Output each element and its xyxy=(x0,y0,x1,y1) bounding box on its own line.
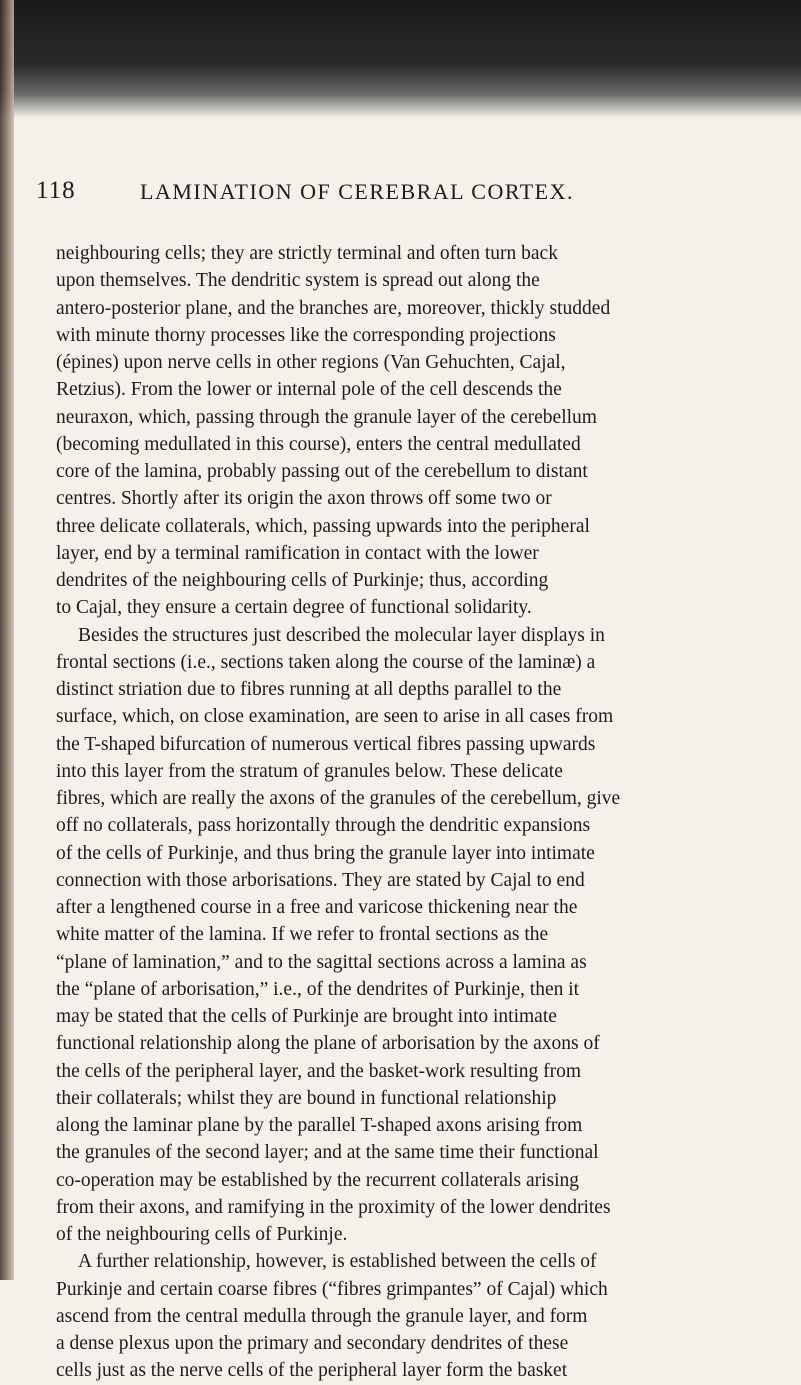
text-line: fibres, which are really the axons of the granules of the cerebellum, give xyxy=(56,788,621,809)
text-line: a dense plexus upon the primary and secondary dendrites of these xyxy=(56,1333,569,1354)
text-line: “plane of lamination,” and to the sagittal sections across a lamina as xyxy=(56,951,587,973)
text-line: Besides the structures just described the molecular layer displays in xyxy=(78,624,605,646)
text-line: cells just as the nerve cells of the peripheral layer form the basket xyxy=(56,1360,568,1382)
text-line: surface, which, on close examination, are seen to arise in all cases from xyxy=(56,706,614,728)
text-line: may be stated that the cells of Purkinje are brought into intimate xyxy=(56,1006,557,1027)
text-line: Retzius). From the lower or internal pole of the cell descends the xyxy=(56,379,562,401)
page-number: 118 xyxy=(36,177,76,204)
text-line: connection with those arborisations. They are stated by Cajal to end xyxy=(56,869,585,891)
text-line: white matter of the lamina. If we refer to frontal sections as the xyxy=(56,924,549,946)
text-line: centres. Shortly after its origin the axon throws off some two or xyxy=(56,488,552,510)
text-line: ascend from the central medulla through the granule layer, and form xyxy=(56,1305,588,1327)
text-line: three delicate collaterals, which, passing upwards into the peripheral xyxy=(56,515,590,537)
text-line: their collaterals; whilst they are bound in functional relationship xyxy=(56,1087,557,1109)
text-line: functional relationship along the plane of arborisation by the axons of xyxy=(56,1033,600,1055)
text-line: after a lengthened course in a free and varicose thickening near the xyxy=(56,897,578,918)
running-head: LAMINATION OF CEREBRAL CORTEX. xyxy=(140,179,574,204)
text-line: the T-shaped bifurcation of numerous vertical fibres passing upwards xyxy=(56,733,596,755)
text-line: from their axons, and ramifying in the proximity of the lower dendrites xyxy=(56,1196,611,1218)
text-line: upon themselves. The dendritic system is spread out along the xyxy=(56,270,540,292)
page-header xyxy=(36,177,776,209)
text-line: A further relationship, however, is established between the cells of xyxy=(78,1251,597,1273)
text-line: distinct striation due to fibres running at all depths parallel to the xyxy=(56,679,562,700)
text-line: (becoming medullated in this course), enters the central medullated xyxy=(56,433,581,455)
text-line: Purkinje and certain coarse fibres (“fibres grimpantes” of Cajal) which xyxy=(56,1278,608,1300)
text-line: (épines) upon nerve cells in other regions (Van Gehuchten, Cajal, xyxy=(56,352,566,373)
text-line: neighbouring cells; they are strictly terminal and often turn back xyxy=(56,243,558,264)
body-text xyxy=(56,240,790,1385)
text-line: of the cells of Purkinje, and thus bring the granule layer into intimate xyxy=(56,842,595,864)
text-line: with minute thorny processes like the corresponding projections xyxy=(56,324,556,346)
text-line: dendrites of the neighbouring cells of Purkinje; thus, according xyxy=(56,570,549,591)
text-line: core of the lamina, probably passing out of the cerebellum to distant xyxy=(56,461,588,482)
scan-dark-margin xyxy=(0,0,801,118)
text-line: layer, end by a terminal ramification in contact with the lower xyxy=(56,542,539,564)
text-line: the “plane of arborisation,” i.e., of the dendrites of Purkinje, then it xyxy=(56,978,580,1000)
book-spine-edge xyxy=(0,0,14,1280)
text-line: off no collaterals, pass horizontally through the dendritic expansions xyxy=(56,815,591,837)
text-line: the granules of the second layer; and at the same time their functional xyxy=(56,1142,599,1164)
text-line: the cells of the peripheral layer, and the basket-work resulting from xyxy=(56,1060,581,1082)
text-line: along the laminar plane by the parallel T-shaped axons arising from xyxy=(56,1115,583,1136)
text-line: neuraxon, which, passing through the granule layer of the cerebellum xyxy=(56,406,597,428)
text-line: antero-posterior plane, and the branches are, moreover, thickly studded xyxy=(56,297,611,319)
text-line: of the neighbouring cells of Purkinje. xyxy=(56,1224,348,1245)
text-line: frontal sections (i.e., sections taken along the course of the laminæ) a xyxy=(56,651,596,673)
text-line: to Cajal, they ensure a certain degree of functional solidarity. xyxy=(56,597,532,619)
text-line: co-operation may be established by the recurrent collaterals arising xyxy=(56,1169,580,1191)
text-line: into this layer from the stratum of granules below. These delicate xyxy=(56,760,563,782)
